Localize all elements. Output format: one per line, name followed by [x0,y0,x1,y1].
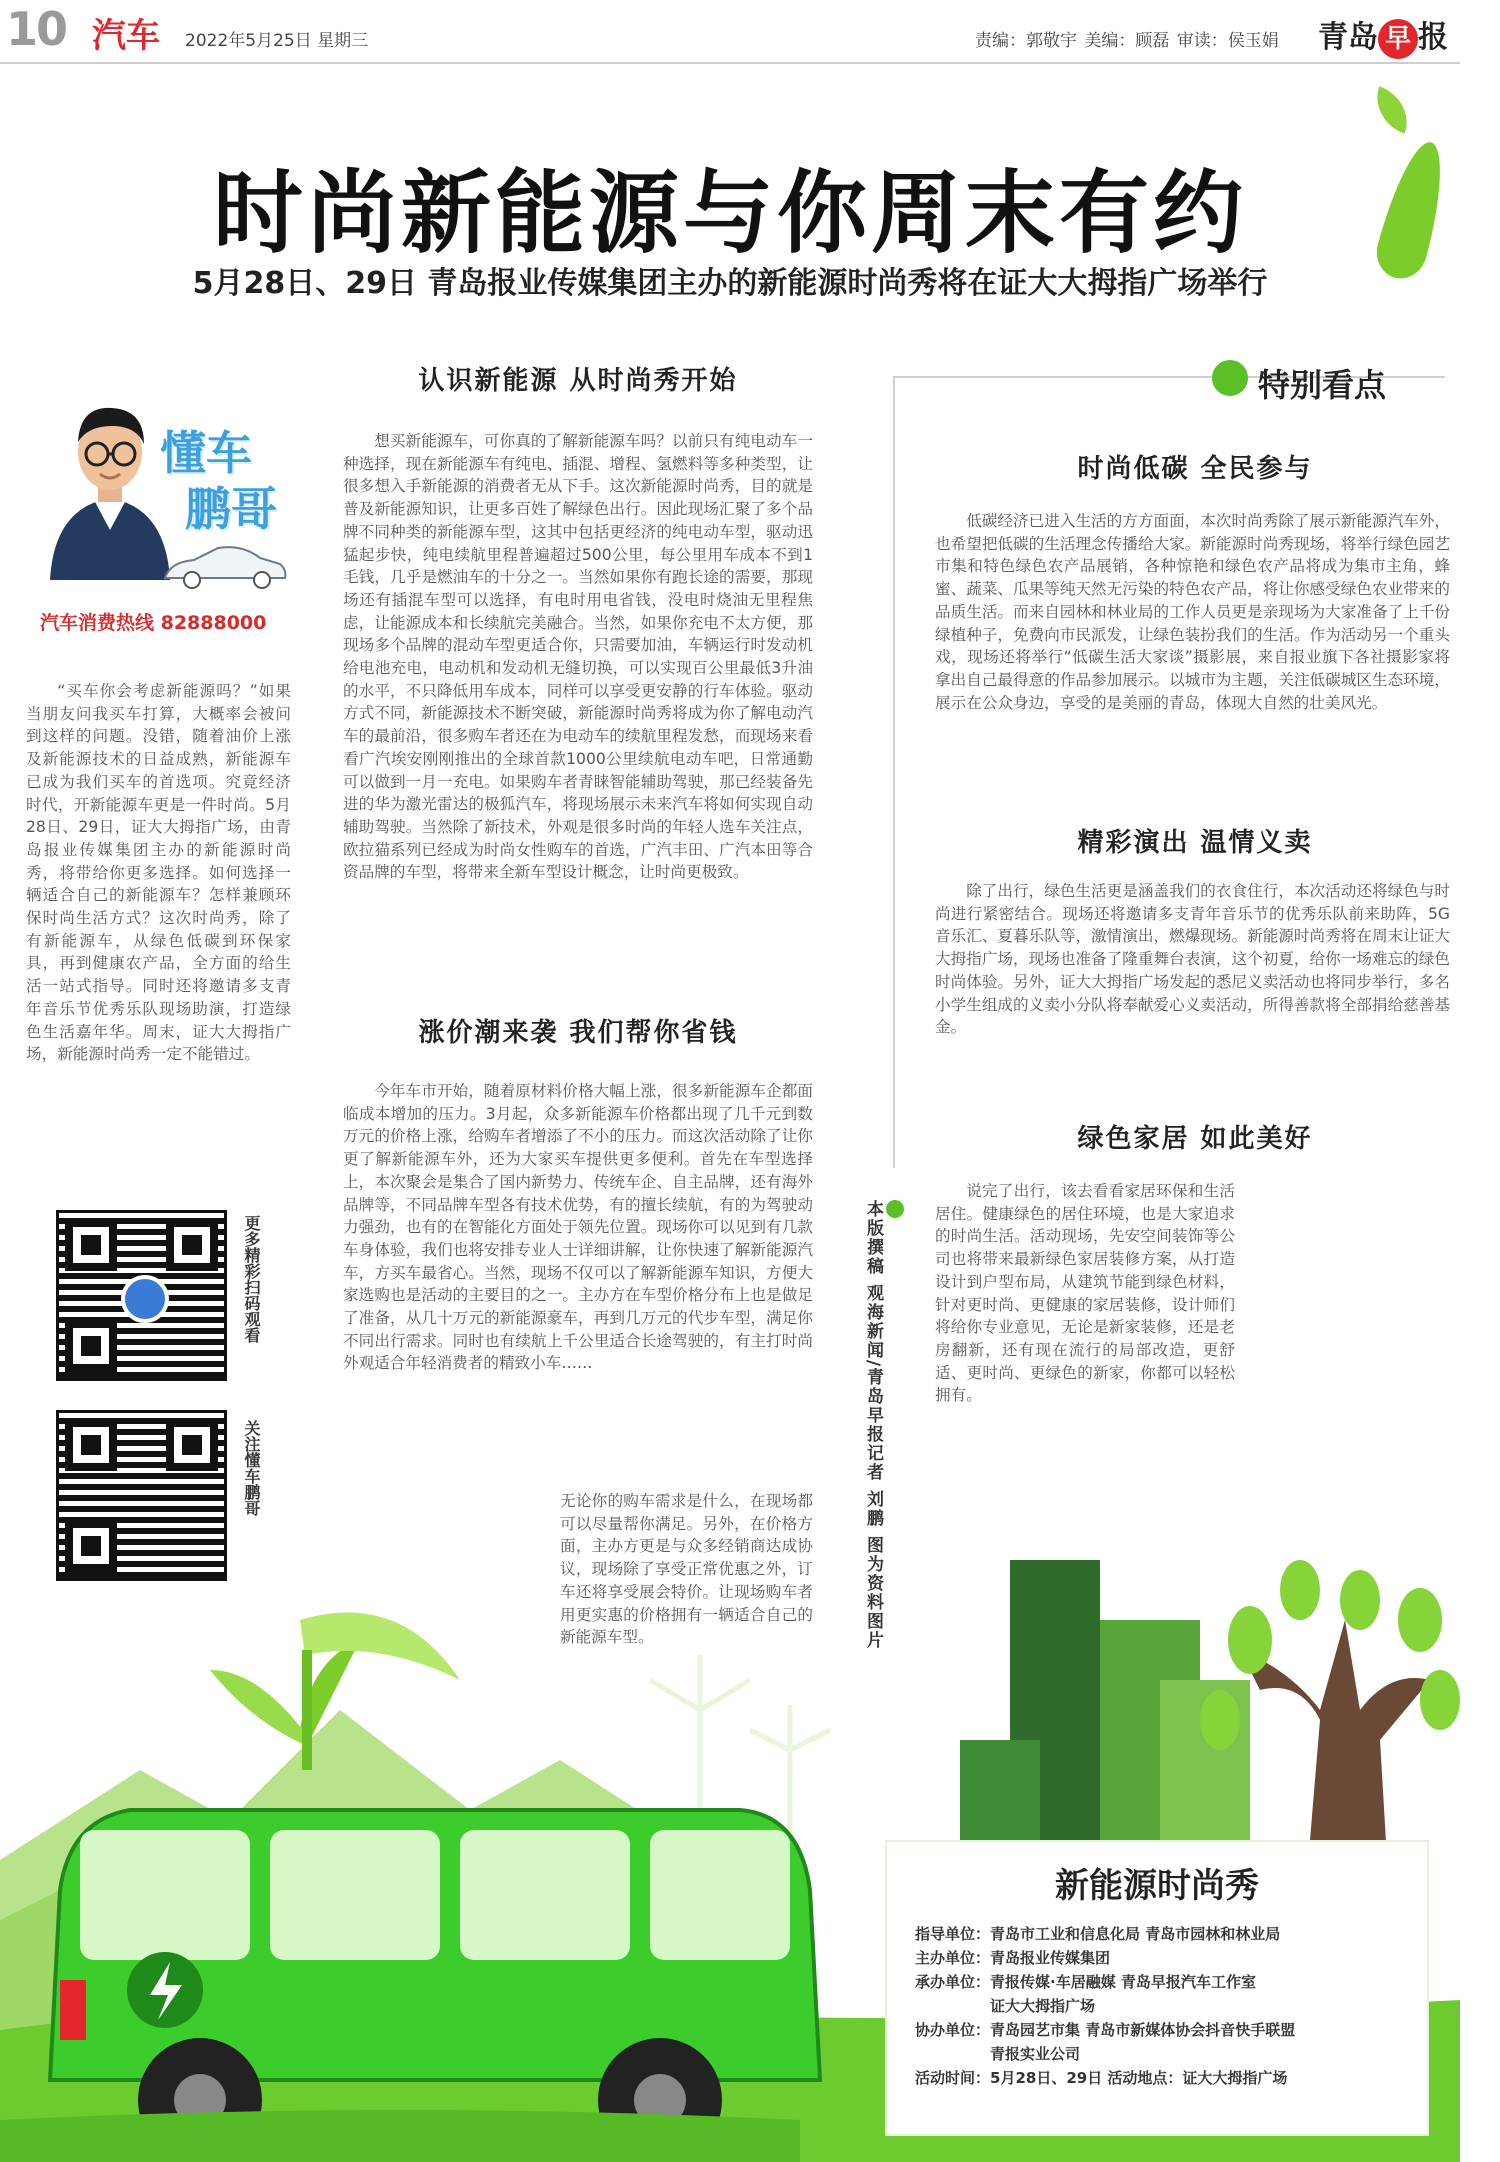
special-s1-title: 时尚低碳 全民参与 [1077,454,1313,484]
info-row [915,1946,1415,1970]
special-s2-text: 除了出行，绿色生活更是涵盖我们的衣食住行，本次活动还将绿色与时尚进行紧密结合。现场还将邀请多支青年音乐节的优秀乐队前来助阵，5G音乐汇、夏暮乐队等，激情演出，燃爆现场。新能源时尚秀将在周末让证大大拇指广场，现场也准备了隆重舞台表演，这个初夏，给你一场难忘的绿色时尚体验。另外，证大大拇指广场发起的悉尼义卖活动也将同步举行，多名小学生组成的义卖小分队将奉献爱心义卖活动，所得善款将全部捐给慈善基金。 [935,882,1450,1037]
info-row [915,1970,1415,2018]
byline-text: 本版撰稿 观海新闻/青岛早报记者 刘鹏 图为资料图片 [863,1200,883,1650]
info-row [915,2018,1415,2066]
page-number: 10 [6,2,67,56]
qr-caption-1: 更多精彩扫码观看 [242,1215,261,1343]
car-sketch-icon [160,540,290,590]
info-label: 指导单位： [915,1925,991,1943]
sprout-leaf [210,1670,310,1745]
info-value: 5月28日、29日 活动地点：证大大拇指广场 [990,2069,1288,2087]
info-value: 青岛园艺市集 青岛市新媒体协会抖音快手联盟 青报实业公司 [990,2021,1296,2063]
staff-credits: 责编：郭敬宇 美编：顾磊 审读：侯玉娟 [975,31,1279,51]
special-s3-text: 说完了出行，该去看看家居环保和生活居住。健康绿色的居住环境，也是大家追求的时尚生活。活动现场，先安空间装饰等公司也将带来最新绿色家居装修方案，从打造设计到户型布局，从建筑节能到绿色材料，针对更时尚、更健康的家居装修，设计师们将给你专业意见，无论是新家装修，还是老房翻新，还有现在流行的局部改造，更舒适、更时尚、更绿色的新家，你都可以轻松拥有。 [935,1182,1235,1405]
info-value: 青岛报业传媒集团 [990,1949,1111,1967]
info-row [915,1922,1415,1946]
special-s2-title: 精彩演出 温情义卖 [1077,828,1313,858]
green-dot-icon [1212,360,1248,396]
special-s1-text: 低碳经济已进入生活的方方面面，本次时尚秀除了展示新能源汽车外，也希望把低碳的生活理念传播给大家。新能源时尚秀现场，将举行绿色园艺市集和特色绿色农产品展销，各种惊艳和绿色农产品将成为集市主角，蜂蜜、蔬菜、瓜果等纯天然无污染的特色农产品，将让你感受绿色农业带来的品质生活。而来自园林和林业局的工作人员更是亲现场为大家准备了上千份绿植种子，免费向市民派发，让绿色装扮我们的生活。作为活动另一个重头戏，现场还将举行“低碳生活大家谈”摄影展，来自报业旗下各社摄影家将拿出自己最得意的作品参加展示。以城市为主题，关注低碳城区生态环境，展示在公众身边，享受的是美丽的青岛，体现大自然的壮美风光。 [935,512,1450,712]
info-label: 协办单位： [915,2021,991,2039]
section-b-title: 涨价潮来袭 我们帮你省钱 [418,1018,738,1048]
qr-finder [166,1419,218,1471]
qr-logo-icon [121,1275,169,1323]
section-a-text: 想买新能源车，可你真的了解新能源车吗？以前只有纯电动车一种选择，现在新能源车有纯电、插混、增程、氢燃料等多种类型，让很多想入手新能源的消费者无从下手。这次新能源时尚秀，目的就是普及新能源知识，让更多百姓了解绿色出行。因此现场汇聚了多个品牌不同种类的新能源车型，这其中包括更经济的纯电动车型，驱动迅猛起步快，纯电续航里程普遍超过500公里，每公里用车成本不到1毛钱，几乎是燃油车的十分之一。当然如果你有跑长途的需要，那现场还有插混车型可以选择，有电时用电省钱，没电时烧油无里程焦虑，让能源成本和长续航完美融合。当然，如果你充电不太方便，那现场多个品牌的混动车型更适合你，只需要加油，车辆运行时发动机给电池充电，电动机和发动机无缝切换，可以实现百公里最低3升油的水平，不只降低用车成本，同样可以享受更安静的行车体验。驱动方式不同，新能源技术不断突破，新能源时尚秀将成为你了解电动汽车的最前沿，很多购车者还在为电动车的续航里程发愁，而现场来看看广汽埃安刚刚推出的全球首款1000公里续航电动车吧，日常通勤可以做到一月一充电。如果购车者青睐智能辅助驾驶，那已经装备先进的华为激光雷达的极狐汽车，将现场展示未来汽车将如何实现自动辅助驾驶。当然除了新技术，外观是很多时尚的年轻人选车关注点，欧拉猫系列已经成为时尚女性购车的首选，广汽丰田、广汽本田等合资品牌的车型，将带来全新车型设计概念，让时尚更极致。 [343,432,813,882]
headline: 时尚新能源与你周末有约 [213,161,1247,266]
hotline: 汽车消费热线 82888000 [40,612,267,634]
qr-finder [65,1320,117,1372]
event-info-box [885,1840,1429,2136]
section-a-title: 认识新能源 从时尚秀开始 [418,366,738,396]
qr-finder [166,1219,218,1271]
sprout-stem [302,1650,312,1770]
info-label: 承办单位： [915,1973,991,1991]
qr-finder [65,1419,117,1471]
column-title [160,425,277,537]
front-grass [0,2110,800,2162]
special-feature-label: 特别看点 [1258,366,1387,404]
info-rows [915,1922,1415,2090]
info-label: 主办单位： [915,1949,991,1967]
green-dot-icon [886,1200,904,1218]
logo-badge: 早 [1378,19,1418,59]
qr-code-follow[interactable] [56,1410,227,1581]
column-title-line1: 懂车 [160,426,252,480]
info-value: 青岛市工业和信息化局 青岛市园林和林业局 [990,1925,1281,1943]
qr-finder [65,1219,117,1271]
issue-date: 2022年5月25日 星期三 [185,31,369,51]
subheadline: 5月28日、29日 青岛报业传媒集团主办的新能源时尚秀将在证大大拇指广场举行 [192,266,1268,301]
info-row [915,2066,1415,2090]
leaf-decoration [1367,86,1417,134]
qr-code-more[interactable] [56,1210,227,1381]
columnist-intro-text: “买车你会考虑新能源吗？”如果当朋友问我买车打算，大概率会被问到这样的问题。没错，随着油价上涨及新能源技术的日益成熟，新能源车已成为我们买车的首选项。究竟经济时代，开新能源车更是一件时尚。5月28日、29日，证大大拇指广场，由青岛报业传媒集团主办的新能源时尚秀，将带给你更多选择。如何选择一辆适合自己的新能源车？怎样兼顾环保时尚生活方式？这次时尚秀，除了有新能源车，从绿色低碳到环保家具，再到健康农产品，全方面的给生活一站式指导。同时还将邀请多支青年音乐节优秀乐队现场助演，打造绿色生活嘉年华。周末，证大大拇指广场，新能源时尚秀一定不能错过。 [26,682,291,1064]
section-b-text: 今年车市开始，随着原材料价格大幅上涨，很多新能源车企都面临成本增加的压力。3月起，众多新能源车价格都出现了几千元到数万元的价格上涨，给购车者增添了不小的压力。而这次活动除了让你更了解新能源车外，还为大家买车提供更多便利。首先在车型选择上，本次聚会是集合了国内新势力、传统车企、自主品牌，还有海外品牌等，不同品牌车型各有技术优势，有的擅长续航，有的为驾驶动力强劲，也有的在智能化方面处于领先位置。现场你可以见到有几款车身体验，我们也将安排专业人士详细讲解，让你快速了解新能源汽车，方买车最省心。当然，现场不仅可以了解新能源车知识，方便大家选购也是活动的主要目的之一。主办方在车型价格分布上也是做足了准备，从几十万元的新能源豪车，再到几万元的代步车型，满足你不同出行需求。同时也有续航上千公里适合长途驾驶的，有主打时尚外观适合年轻消费者的精致小车…… [343,1082,813,1373]
info-value: 青报传媒·车居融媒 青岛早报汽车工作室 证大大拇指广场 [990,1973,1256,2015]
newspaper-logo: 青岛 早 报 [1318,12,1448,59]
columnist-avatar [40,380,180,580]
info-label: 活动时间： [915,2069,991,2087]
info-box-title: 新能源时尚秀 [1055,1866,1259,1906]
special-s3-title: 绿色家居 如此美好 [1077,1124,1313,1154]
qr-caption-2: 关注懂车鹏哥 [242,1420,261,1516]
section-name: 汽车 [92,16,160,56]
column-title-line2: 鹏哥 [185,482,277,536]
section-b-tail-text: 无论你的购车需求是什么，在现场都可以尽量帮你满足。另外，在价格方面，主办方更是与众多经销商达成协议，现场除了享受正常优惠之外，订车还将享受展会特价。让现场购车者用更实惠的价格拥有一辆适合自己的新能源车型。 [560,1492,813,1647]
